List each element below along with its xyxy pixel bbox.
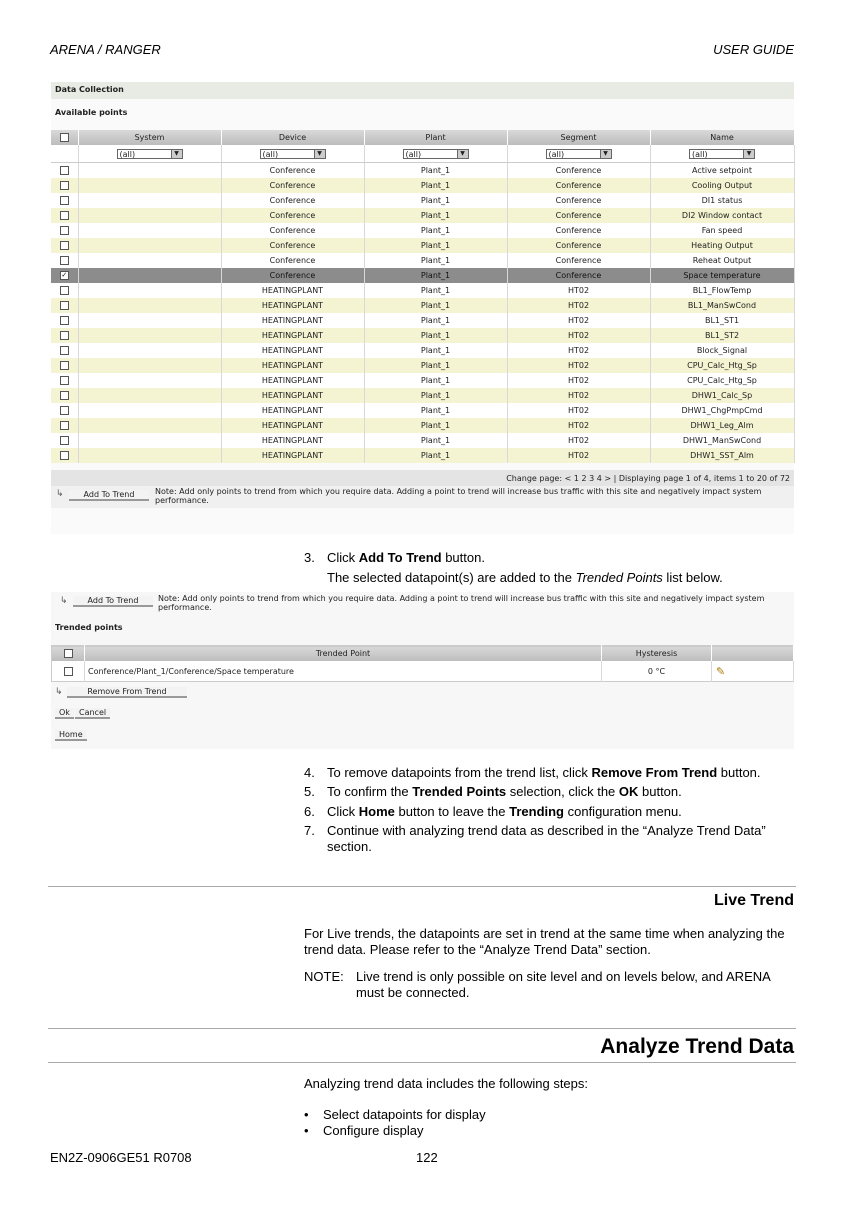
system-cell [78, 163, 221, 179]
plant-cell: Plant_1 [364, 343, 507, 358]
doc-header-right: USER GUIDE [713, 42, 794, 57]
doc-header-left: ARENA / RANGER [50, 42, 161, 57]
available-points-title: Available points [55, 108, 128, 117]
device-cell: HEATINGPLANT [221, 283, 364, 298]
add-to-trend-bar [51, 486, 794, 508]
row-checkbox[interactable]: ✓ [61, 271, 68, 279]
column-header[interactable]: Name [650, 130, 794, 145]
system-cell [78, 403, 221, 418]
row-checkbox[interactable] [60, 361, 69, 370]
plant-cell: Plant_1 [364, 238, 507, 253]
segment-cell: Conference [507, 253, 650, 268]
name-cell: BL1_ManSwCond [650, 298, 794, 313]
segment-cell: Conference [507, 178, 650, 193]
row-checkbox[interactable] [60, 211, 69, 220]
device-cell: Conference [221, 268, 364, 283]
row-checkbox[interactable] [60, 316, 69, 325]
section-divider [48, 1028, 796, 1029]
system-cell [78, 358, 221, 373]
doc-footer-id: EN2Z-0906GE51 R0708 [50, 1150, 192, 1165]
device-cell: Conference [221, 208, 364, 223]
step-number: 4. [304, 765, 315, 780]
segment-filter-select[interactable]: (all) ▼ [546, 149, 612, 159]
table-row[interactable] [51, 358, 794, 373]
device-filter-select[interactable]: (all) ▼ [260, 149, 326, 159]
table-header-row [51, 130, 794, 145]
chevron-down-icon: ▼ [743, 150, 754, 158]
table-row[interactable] [51, 448, 794, 463]
name-cell: DHW1_SST_Alm [650, 448, 794, 463]
table-row[interactable] [51, 403, 794, 418]
select-all-checkbox[interactable] [60, 133, 69, 142]
segment-cell: Conference [507, 193, 650, 208]
row-checkbox[interactable] [60, 166, 69, 175]
cancel-button[interactable]: Cancel [75, 708, 110, 719]
hysteresis-cell: 0 °C [602, 661, 712, 682]
select-all-cell[interactable] [51, 130, 78, 145]
name-cell: BL1_ST1 [650, 313, 794, 328]
device-cell: Conference [221, 253, 364, 268]
table-row[interactable] [51, 373, 794, 388]
plant-cell: Plant_1 [364, 268, 507, 283]
device-cell: Conference [221, 193, 364, 208]
trended-points-table [51, 645, 794, 682]
row-checkbox[interactable] [60, 451, 69, 460]
bullet-icon: • [304, 1107, 309, 1122]
step-number: 5. [304, 784, 315, 799]
row-checkbox[interactable] [60, 436, 69, 445]
name-cell: Fan speed [650, 223, 794, 238]
device-cell: HEATINGPLANT [221, 373, 364, 388]
table-row[interactable] [51, 193, 794, 208]
step-number: 6. [304, 804, 315, 819]
plant-cell: Plant_1 [364, 373, 507, 388]
arrow-right-icon: ↳ [55, 687, 63, 697]
plant-cell: Plant_1 [364, 283, 507, 298]
column-header[interactable]: Trended Point [85, 646, 602, 662]
live-trend-body: For Live trends, the datapoints are set in trend at the same time when analyzing the trend data. Please refer to the “Analyze Trend Data” section. [304, 926, 785, 957]
name-cell: DHW1_Leg_Alm [650, 418, 794, 433]
column-header[interactable]: Plant [364, 130, 507, 145]
step-number: 3. [304, 550, 315, 565]
table-row[interactable] [51, 328, 794, 343]
row-checkbox[interactable] [60, 331, 69, 340]
table-row[interactable] [51, 298, 794, 313]
column-header[interactable]: Device [221, 130, 364, 145]
row-checkbox[interactable] [60, 196, 69, 205]
device-cell: HEATINGPLANT [221, 418, 364, 433]
table-row[interactable] [51, 313, 794, 328]
trended-point-cell: Conference/Plant_1/Conference/Space temperature [85, 661, 602, 682]
table-row[interactable] [51, 433, 794, 448]
name-cell: BL1_ST2 [650, 328, 794, 343]
system-cell [78, 193, 221, 208]
device-cell: HEATINGPLANT [221, 388, 364, 403]
segment-cell: HT02 [507, 403, 650, 418]
device-cell: Conference [221, 178, 364, 193]
device-cell: HEATINGPLANT [221, 313, 364, 328]
arrow-right-icon: ↳ [60, 596, 68, 606]
segment-cell: Conference [507, 268, 650, 283]
add-note: Note: Add only points to trend from which you require data. Adding a point to trend will increase bus traffic with this site and negatively impact system performance. [158, 594, 765, 612]
system-cell [78, 328, 221, 343]
add-note: Note: Add only points to trend from which you require data. Adding a point to trend will increase bus traffic with this site and negatively impact system performance. [155, 487, 762, 505]
step-3-text: Click Add To Trend button. [327, 550, 485, 565]
plant-cell: Plant_1 [364, 223, 507, 238]
trended-points-panel [51, 592, 794, 749]
name-cell: BL1_FlowTemp [650, 283, 794, 298]
table-row[interactable] [52, 661, 794, 682]
device-cell: Conference [221, 223, 364, 238]
plant-cell: Plant_1 [364, 328, 507, 343]
table-row[interactable] [51, 223, 794, 238]
segment-cell: HT02 [507, 418, 650, 433]
system-cell [78, 418, 221, 433]
system-cell [78, 268, 221, 283]
segment-cell: HT02 [507, 388, 650, 403]
section-divider [48, 1062, 796, 1063]
system-cell [78, 223, 221, 238]
plant-cell: Plant_1 [364, 448, 507, 463]
device-cell: HEATINGPLANT [221, 448, 364, 463]
ok-button[interactable]: Ok [55, 708, 74, 719]
table-row[interactable] [51, 208, 794, 223]
segment-cell: HT02 [507, 298, 650, 313]
name-cell: DI1 status [650, 193, 794, 208]
system-cell [78, 298, 221, 313]
column-header[interactable]: Hysteresis [602, 646, 712, 662]
live-trend-heading: Live Trend [713, 892, 794, 909]
home-button[interactable]: Home [55, 730, 87, 741]
device-cell: HEATINGPLANT [221, 433, 364, 448]
plant-cell: Plant_1 [364, 433, 507, 448]
system-cell [78, 283, 221, 298]
name-cell: Space temperature [650, 268, 794, 283]
system-cell [78, 238, 221, 253]
row-checkbox[interactable] [60, 346, 69, 355]
plant-cell: Plant_1 [364, 163, 507, 179]
row-checkbox[interactable] [60, 226, 69, 235]
system-cell [78, 388, 221, 403]
table-row[interactable] [51, 418, 794, 433]
table-row[interactable] [51, 163, 794, 179]
chevron-down-icon: ▼ [600, 150, 611, 158]
system-cell [78, 343, 221, 358]
segment-cell: Conference [507, 223, 650, 238]
name-cell: DHW1_Calc_Sp [650, 388, 794, 403]
system-filter-select[interactable]: (all) ▼ [117, 149, 183, 159]
pencil-icon[interactable]: ✎ [712, 661, 794, 682]
name-cell: Cooling Output [650, 178, 794, 193]
device-cell: HEATINGPLANT [221, 403, 364, 418]
name-cell: Reheat Output [650, 253, 794, 268]
step-7-text: Continue with analyzing trend data as described in the “Analyze Trend Data” section. [327, 823, 766, 854]
chevron-down-icon: ▼ [314, 150, 325, 158]
name-cell: DHW1_ChgPmpCmd [650, 403, 794, 418]
step-6-text: Click Home button to leave the Trending configuration menu. [327, 804, 682, 819]
step-5-text: To confirm the Trended Points selection, click the OK button. [327, 784, 682, 799]
segment-cell: HT02 [507, 343, 650, 358]
available-points-table [51, 130, 795, 463]
name-filter-select[interactable]: (all) ▼ [689, 149, 755, 159]
segment-cell: HT02 [507, 283, 650, 298]
table-row[interactable] [51, 283, 794, 298]
bullet-item: • Configure display [304, 1123, 424, 1138]
segment-cell: HT02 [507, 358, 650, 373]
segment-cell: Conference [507, 208, 650, 223]
page-number: 122 [416, 1150, 438, 1165]
system-cell [78, 313, 221, 328]
column-header[interactable]: Segment [507, 130, 650, 145]
device-cell: HEATINGPLANT [221, 298, 364, 313]
device-cell: HEATINGPLANT [221, 358, 364, 373]
select-all-checkbox[interactable] [64, 649, 73, 658]
row-checkbox[interactable] [60, 256, 69, 265]
step-3-detail: The selected datapoint(s) are added to the Trended Points list below. [327, 570, 723, 585]
device-cell: Conference [221, 163, 364, 179]
name-cell: Block_Signal [650, 343, 794, 358]
system-cell [78, 373, 221, 388]
data-collection-panel [51, 82, 794, 534]
analyze-heading: Analyze Trend Data [600, 1035, 794, 1058]
note-text: Live trend is only possible on site level and on levels below, and ARENA must be connected. [356, 969, 771, 1000]
plant-cell: Plant_1 [364, 253, 507, 268]
row-checkbox[interactable] [60, 301, 69, 310]
system-cell [78, 253, 221, 268]
plant-cell: Plant_1 [364, 298, 507, 313]
pager[interactable]: Change page: < 1 2 3 4 > | Displaying page 1 of 4, items 1 to 20 of 72 [51, 470, 794, 486]
row-checkbox[interactable] [60, 181, 69, 190]
plant-cell: Plant_1 [364, 388, 507, 403]
analyze-intro: Analyzing trend data includes the following steps: [304, 1076, 589, 1091]
system-cell [78, 433, 221, 448]
segment-cell: Conference [507, 238, 650, 253]
plant-filter-select[interactable]: (all) ▼ [403, 149, 469, 159]
segment-cell: HT02 [507, 433, 650, 448]
system-cell [78, 208, 221, 223]
table-row[interactable] [51, 178, 794, 193]
segment-cell: HT02 [507, 313, 650, 328]
row-checkbox[interactable] [60, 286, 69, 295]
plant-cell: Plant_1 [364, 208, 507, 223]
row-checkbox[interactable] [64, 667, 73, 676]
step-4-text: To remove datapoints from the trend list, click Remove From Trend button. [327, 765, 761, 780]
segment-cell: HT02 [507, 448, 650, 463]
row-checkbox[interactable] [60, 376, 69, 385]
add-to-trend-button[interactable]: Add To Trend [69, 490, 149, 501]
plant-cell: Plant_1 [364, 178, 507, 193]
device-cell: HEATINGPLANT [221, 328, 364, 343]
filter-row [51, 145, 794, 163]
plant-cell: Plant_1 [364, 403, 507, 418]
name-cell: CPU_Calc_Htg_Sp [650, 358, 794, 373]
column-header[interactable]: System [78, 130, 221, 145]
table-row[interactable] [51, 253, 794, 268]
plant-cell: Plant_1 [364, 358, 507, 373]
row-checkbox[interactable] [60, 421, 69, 430]
remove-from-trend-button[interactable]: Remove From Trend [67, 687, 187, 698]
row-checkbox[interactable] [60, 406, 69, 415]
plant-cell: Plant_1 [364, 193, 507, 208]
name-cell: DI2 Window contact [650, 208, 794, 223]
segment-cell: HT02 [507, 373, 650, 388]
segment-cell: HT02 [507, 328, 650, 343]
note-label: NOTE: [304, 969, 344, 984]
plant-cell: Plant_1 [364, 313, 507, 328]
chevron-down-icon: ▼ [171, 150, 182, 158]
table-row[interactable] [51, 388, 794, 403]
arrow-right-icon: ↳ [56, 489, 64, 499]
plant-cell: Plant_1 [364, 418, 507, 433]
row-checkbox[interactable] [60, 391, 69, 400]
section-divider [48, 886, 796, 887]
device-cell: Conference [221, 238, 364, 253]
panel-title: Data Collection [51, 82, 794, 99]
name-cell: Heating Output [650, 238, 794, 253]
name-cell: DHW1_ManSwCond [650, 433, 794, 448]
system-cell [78, 448, 221, 463]
chevron-down-icon: ▼ [457, 150, 468, 158]
name-cell: CPU_Calc_Htg_Sp [650, 373, 794, 388]
bullet-item: • Select datapoints for display [304, 1107, 486, 1122]
bullet-icon: • [304, 1123, 309, 1138]
add-to-trend-button[interactable]: Add To Trend [73, 596, 153, 607]
step-number: 7. [304, 823, 315, 838]
segment-cell: Conference [507, 163, 650, 179]
system-cell [78, 178, 221, 193]
name-cell: Active setpoint [650, 163, 794, 179]
table-row[interactable] [51, 268, 794, 283]
table-row[interactable] [51, 238, 794, 253]
table-row[interactable] [51, 343, 794, 358]
row-checkbox[interactable] [60, 241, 69, 250]
device-cell: HEATINGPLANT [221, 343, 364, 358]
trended-points-title: Trended points [55, 623, 123, 632]
